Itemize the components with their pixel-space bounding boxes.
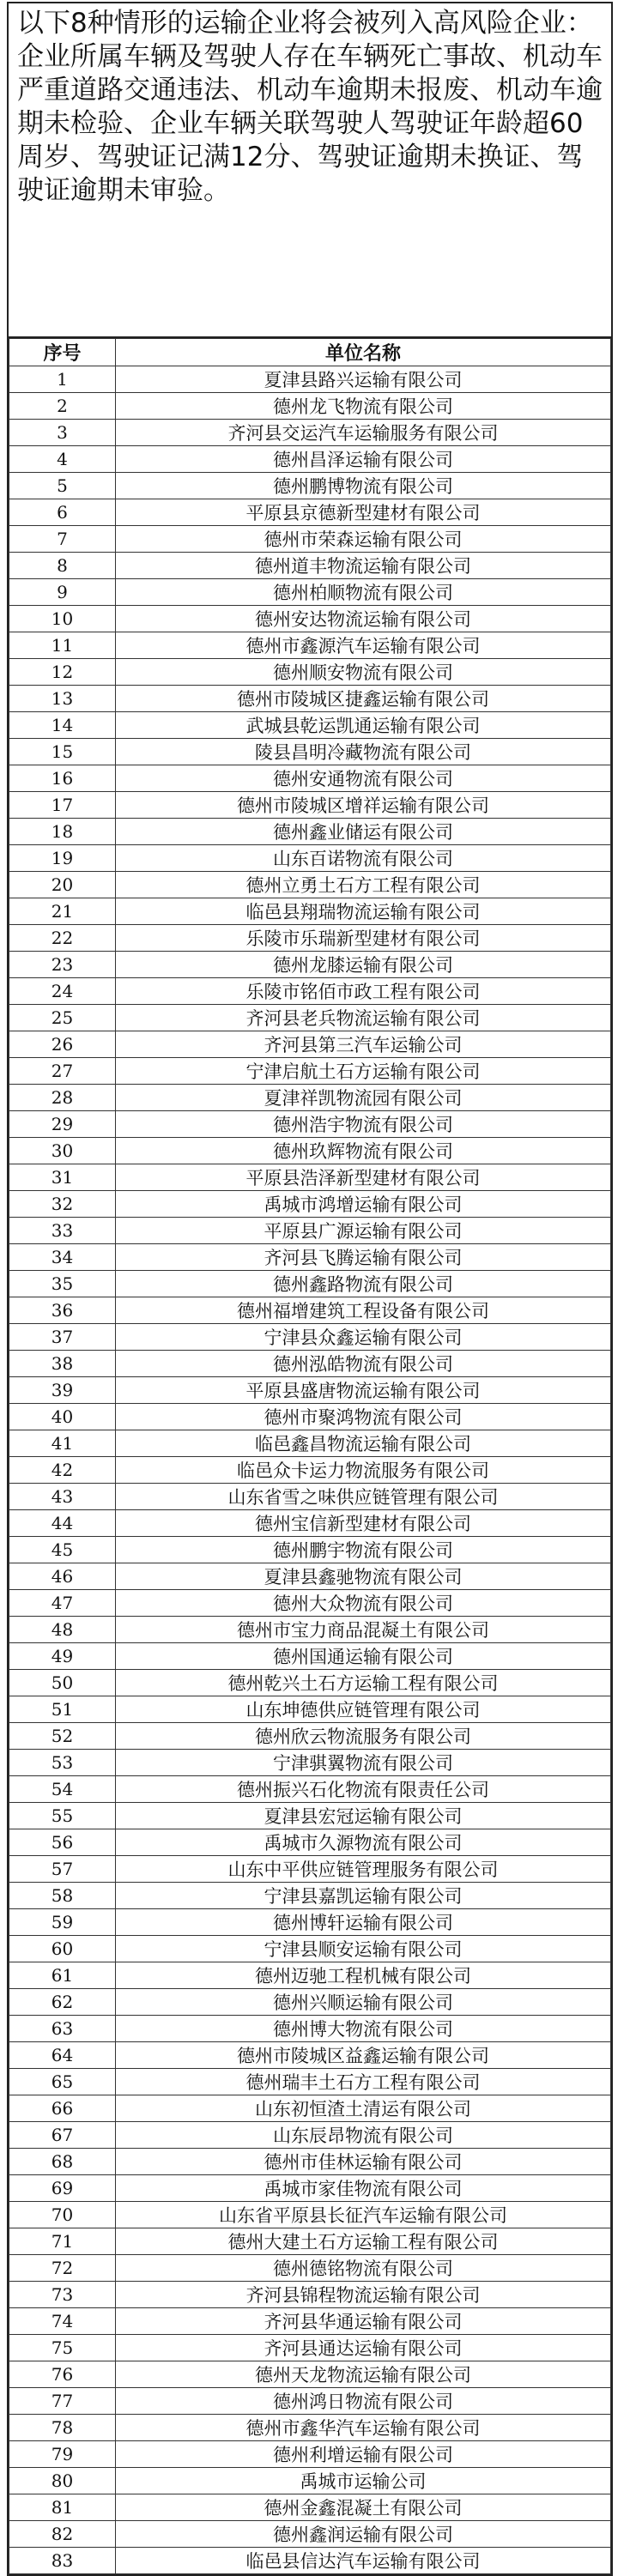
company-name: 德州迈驰工程机械有限公司 (116, 1962, 611, 1989)
row-index: 58 (9, 1883, 116, 1909)
table-row (9, 526, 611, 553)
row-index: 35 (9, 1271, 116, 1297)
company-name: 齐河县老兵物流运输有限公司 (116, 1005, 611, 1031)
row-index: 10 (9, 606, 116, 632)
company-name: 齐河县交运汽车运输服务有限公司 (116, 420, 611, 446)
row-index: 8 (9, 553, 116, 579)
row-index: 17 (9, 792, 116, 819)
table-row (9, 1590, 611, 1617)
company-name: 临邑县翔瑞物流运输有限公司 (116, 898, 611, 925)
row-index: 59 (9, 1909, 116, 1936)
row-index: 48 (9, 1617, 116, 1643)
row-index: 80 (9, 2468, 116, 2494)
row-index: 83 (9, 2548, 116, 2574)
table-row (9, 1829, 611, 1856)
table-row (9, 1377, 611, 1404)
table-row (9, 393, 611, 420)
company-name: 宁津县嘉凯运输有限公司 (116, 1883, 611, 1909)
row-index: 26 (9, 1031, 116, 1058)
table-row (9, 2388, 611, 2415)
column-header-index: 序号 (9, 339, 116, 366)
table-row (9, 2521, 611, 2548)
row-index: 47 (9, 1590, 116, 1617)
company-name: 德州龙飞物流有限公司 (116, 393, 611, 420)
table-row (9, 2042, 611, 2069)
table-row (9, 606, 611, 632)
table-row (9, 2122, 611, 2149)
company-name: 德州市陵城区捷鑫运输有限公司 (116, 686, 611, 712)
company-name: 德州利增运输有限公司 (116, 2441, 611, 2468)
row-index: 69 (9, 2175, 116, 2202)
row-index: 27 (9, 1058, 116, 1085)
table-row (9, 2016, 611, 2042)
row-index: 66 (9, 2095, 116, 2122)
company-name: 德州宝信新型建材有限公司 (116, 1510, 611, 1537)
table-row (9, 1696, 611, 1723)
table-row (9, 1138, 611, 1164)
row-index: 50 (9, 1670, 116, 1696)
company-name: 德州鹏宇物流有限公司 (116, 1537, 611, 1563)
company-name: 禹城市家佳物流有限公司 (116, 2175, 611, 2202)
company-name: 齐河县华通运输有限公司 (116, 2308, 611, 2335)
company-name: 夏津县路兴运输有限公司 (116, 366, 611, 393)
row-index: 11 (9, 632, 116, 659)
table-row (9, 1537, 611, 1563)
company-name: 禹城市久源物流有限公司 (116, 1829, 611, 1856)
table-row (9, 1750, 611, 1776)
row-index: 74 (9, 2308, 116, 2335)
table-row (9, 739, 611, 765)
table-row (9, 1271, 611, 1297)
row-index: 16 (9, 765, 116, 792)
row-index: 73 (9, 2282, 116, 2308)
table-row (9, 845, 611, 872)
row-index: 45 (9, 1537, 116, 1563)
company-name: 德州天龙物流运输有限公司 (116, 2361, 611, 2388)
table-row (9, 1510, 611, 1537)
company-name: 武城县乾运凯通运输有限公司 (116, 712, 611, 739)
company-name: 德州欣云物流服务有限公司 (116, 1723, 611, 1750)
company-name: 齐河县通达运输有限公司 (116, 2335, 611, 2361)
table-row (9, 872, 611, 898)
table-row (9, 366, 611, 393)
table-row (9, 1563, 611, 1590)
company-name: 德州兴顺运输有限公司 (116, 1989, 611, 2016)
table-row (9, 2308, 611, 2335)
row-index: 14 (9, 712, 116, 739)
row-index: 9 (9, 579, 116, 606)
table-row (9, 712, 611, 739)
company-name: 德州玖辉物流有限公司 (116, 1138, 611, 1164)
table-row (9, 1484, 611, 1510)
table-row (9, 2175, 611, 2202)
table-row (9, 1085, 611, 1111)
row-index: 36 (9, 1297, 116, 1324)
table-row (9, 632, 611, 659)
row-index: 38 (9, 1351, 116, 1377)
table-row (9, 898, 611, 925)
table-row (9, 553, 611, 579)
table-row (9, 1111, 611, 1138)
table-row (9, 765, 611, 792)
row-index: 12 (9, 659, 116, 686)
table-row (9, 1670, 611, 1696)
row-index: 44 (9, 1510, 116, 1537)
company-name: 德州鑫路物流有限公司 (116, 1271, 611, 1297)
row-index: 61 (9, 1962, 116, 1989)
company-name: 禹城市鸿增运输有限公司 (116, 1191, 611, 1218)
company-name: 乐陵市铭佰市政工程有限公司 (116, 978, 611, 1005)
company-name: 德州安达物流运输有限公司 (116, 606, 611, 632)
row-index: 18 (9, 819, 116, 845)
table-row (9, 1297, 611, 1324)
table-row (9, 1962, 611, 1989)
table-row (9, 1457, 611, 1484)
table-row (9, 1856, 611, 1883)
company-name: 山东百诺物流有限公司 (116, 845, 611, 872)
table-row (9, 2282, 611, 2308)
company-name: 夏津县宏冠运输有限公司 (116, 1803, 611, 1829)
table-row (9, 2149, 611, 2175)
company-name: 德州国通运输有限公司 (116, 1643, 611, 1670)
company-name: 德州浩宇物流有限公司 (116, 1111, 611, 1138)
table-row (9, 2202, 611, 2228)
table-row (9, 925, 611, 952)
table-row (9, 1776, 611, 1803)
row-index: 37 (9, 1324, 116, 1351)
table-row (9, 1803, 611, 1829)
company-name: 德州市宝力商品混凝土有限公司 (116, 1617, 611, 1643)
row-index: 28 (9, 1085, 116, 1111)
row-index: 41 (9, 1430, 116, 1457)
row-index: 56 (9, 1829, 116, 1856)
company-name: 德州鑫业储运有限公司 (116, 819, 611, 845)
row-index: 71 (9, 2228, 116, 2255)
company-name: 山东坤德供应链管理有限公司 (116, 1696, 611, 1723)
row-index: 64 (9, 2042, 116, 2069)
row-index: 52 (9, 1723, 116, 1750)
table-row (9, 1218, 611, 1244)
row-index: 53 (9, 1750, 116, 1776)
row-index: 68 (9, 2149, 116, 2175)
company-name: 齐河县第三汽车运输公司 (116, 1031, 611, 1058)
company-name: 山东省平原县长征汽车运输有限公司 (116, 2202, 611, 2228)
table-row (9, 978, 611, 1005)
table-row (9, 2494, 611, 2521)
row-index: 22 (9, 925, 116, 952)
company-name: 山东初恒渣土清运有限公司 (116, 2095, 611, 2122)
table-row (9, 2415, 611, 2441)
company-name: 德州龙膝运输有限公司 (116, 952, 611, 978)
company-name: 宁津启航土石方运输有限公司 (116, 1058, 611, 1085)
table-row (9, 499, 611, 526)
row-index: 5 (9, 473, 116, 499)
row-index: 32 (9, 1191, 116, 1218)
row-index: 2 (9, 393, 116, 420)
company-name: 德州市鑫华汽车运输有限公司 (116, 2415, 611, 2441)
row-index: 30 (9, 1138, 116, 1164)
table-row (9, 2468, 611, 2494)
row-index: 60 (9, 1936, 116, 1962)
row-index: 67 (9, 2122, 116, 2149)
row-index: 34 (9, 1244, 116, 1271)
company-name: 德州金鑫混凝土有限公司 (116, 2494, 611, 2521)
company-name: 德州德铭物流有限公司 (116, 2255, 611, 2282)
row-index: 24 (9, 978, 116, 1005)
company-name: 德州顺安物流有限公司 (116, 659, 611, 686)
company-name: 夏津祥凯物流园有限公司 (116, 1085, 611, 1111)
table-row (9, 1058, 611, 1085)
company-name: 山东省雪之味供应链管理有限公司 (116, 1484, 611, 1510)
table-row (9, 1617, 611, 1643)
row-index: 15 (9, 739, 116, 765)
table-row (9, 2095, 611, 2122)
company-name: 德州市陵城区增祥运输有限公司 (116, 792, 611, 819)
row-index: 21 (9, 898, 116, 925)
company-name: 德州立勇土石方工程有限公司 (116, 872, 611, 898)
row-index: 1 (9, 366, 116, 393)
table-row (9, 2228, 611, 2255)
company-name: 德州振兴石化物流有限责任公司 (116, 1776, 611, 1803)
company-name: 德州瑞丰土石方工程有限公司 (116, 2069, 611, 2095)
table-row (9, 2069, 611, 2095)
company-name: 宁津县众鑫运输有限公司 (116, 1324, 611, 1351)
table-row (9, 1005, 611, 1031)
company-name: 平原县浩泽新型建材有限公司 (116, 1164, 611, 1191)
table-row (9, 579, 611, 606)
table-header-row (9, 339, 611, 366)
row-index: 75 (9, 2335, 116, 2361)
table-row (9, 1936, 611, 1962)
row-index: 29 (9, 1111, 116, 1138)
company-name: 德州安通物流有限公司 (116, 765, 611, 792)
company-name: 德州博大物流有限公司 (116, 2016, 611, 2042)
table-row (9, 2548, 611, 2574)
table-row (9, 1643, 611, 1670)
table-row (9, 686, 611, 712)
row-index: 7 (9, 526, 116, 553)
row-index: 3 (9, 420, 116, 446)
company-name: 德州乾兴土石方运输工程有限公司 (116, 1670, 611, 1696)
row-index: 79 (9, 2441, 116, 2468)
company-name: 山东辰昂物流有限公司 (116, 2122, 611, 2149)
row-index: 23 (9, 952, 116, 978)
company-name: 德州大建土石方运输工程有限公司 (116, 2228, 611, 2255)
row-index: 42 (9, 1457, 116, 1484)
row-index: 62 (9, 1989, 116, 2016)
company-name: 德州鹏博物流有限公司 (116, 473, 611, 499)
row-index: 20 (9, 872, 116, 898)
company-name: 禹城市运输公司 (116, 2468, 611, 2494)
row-index: 70 (9, 2202, 116, 2228)
company-name: 德州泓皓物流有限公司 (116, 1351, 611, 1377)
company-name: 德州博轩运输有限公司 (116, 1909, 611, 1936)
company-name: 临邑县信达汽车运输有限公司 (116, 2548, 611, 2574)
row-index: 4 (9, 446, 116, 473)
table-row (9, 1324, 611, 1351)
table-row (9, 446, 611, 473)
row-index: 78 (9, 2415, 116, 2441)
table-row (9, 1909, 611, 1936)
company-name: 乐陵市乐瑞新型建材有限公司 (116, 925, 611, 952)
table-row (9, 1164, 611, 1191)
table-row (9, 1191, 611, 1218)
row-index: 40 (9, 1404, 116, 1430)
company-name: 齐河县锦程物流运输有限公司 (116, 2282, 611, 2308)
row-index: 13 (9, 686, 116, 712)
company-name: 德州市佳林运输有限公司 (116, 2149, 611, 2175)
company-name: 德州昌泽运输有限公司 (116, 446, 611, 473)
company-name: 德州鑫润运输有限公司 (116, 2521, 611, 2548)
company-name: 平原县京德新型建材有限公司 (116, 499, 611, 526)
table-row (9, 1404, 611, 1430)
company-name: 平原县盛唐物流运输有限公司 (116, 1377, 611, 1404)
row-index: 55 (9, 1803, 116, 1829)
company-name: 德州道丰物流运输有限公司 (116, 553, 611, 579)
row-index: 25 (9, 1005, 116, 1031)
row-index: 31 (9, 1164, 116, 1191)
company-name: 德州鸿日物流有限公司 (116, 2388, 611, 2415)
table-row (9, 1723, 611, 1750)
row-index: 72 (9, 2255, 116, 2282)
table-row (9, 473, 611, 499)
column-header-company: 单位名称 (116, 339, 611, 366)
table-row (9, 2441, 611, 2468)
table-row (9, 420, 611, 446)
row-index: 43 (9, 1484, 116, 1510)
table-row (9, 1244, 611, 1271)
notice-sheet (7, 2, 613, 2576)
company-name: 德州市鑫源汽车运输有限公司 (116, 632, 611, 659)
row-index: 65 (9, 2069, 116, 2095)
company-name: 陵县昌明冷藏物流有限公司 (116, 739, 611, 765)
table-row (9, 792, 611, 819)
company-name: 德州大众物流有限公司 (116, 1590, 611, 1617)
row-index: 77 (9, 2388, 116, 2415)
row-index: 82 (9, 2521, 116, 2548)
row-index: 49 (9, 1643, 116, 1670)
row-index: 63 (9, 2016, 116, 2042)
row-index: 6 (9, 499, 116, 526)
company-name: 宁津县顺安运输有限公司 (116, 1936, 611, 1962)
table-row (9, 952, 611, 978)
row-index: 46 (9, 1563, 116, 1590)
table-row (9, 1031, 611, 1058)
company-name: 临邑众卡运力物流服务有限公司 (116, 1457, 611, 1484)
company-name: 德州市聚鸿物流有限公司 (116, 1404, 611, 1430)
table-row (9, 2255, 611, 2282)
company-name: 德州市陵城区益鑫运输有限公司 (116, 2042, 611, 2069)
table-row (9, 2335, 611, 2361)
row-index: 76 (9, 2361, 116, 2388)
row-index: 54 (9, 1776, 116, 1803)
row-index: 57 (9, 1856, 116, 1883)
table-row (9, 1883, 611, 1909)
company-name: 齐河县飞腾运输有限公司 (116, 1244, 611, 1271)
company-table (9, 338, 611, 2574)
row-index: 39 (9, 1377, 116, 1404)
table-row (9, 659, 611, 686)
row-index: 81 (9, 2494, 116, 2521)
company-name: 山东中平供应链管理服务有限公司 (116, 1856, 611, 1883)
table-row (9, 1430, 611, 1457)
row-index: 19 (9, 845, 116, 872)
table-row (9, 2361, 611, 2388)
row-index: 51 (9, 1696, 116, 1723)
company-name: 夏津县鑫驰物流有限公司 (116, 1563, 611, 1590)
company-name: 德州市荣森运输有限公司 (116, 526, 611, 553)
company-name: 德州柏顺物流有限公司 (116, 579, 611, 606)
company-name: 临邑鑫昌物流运输有限公司 (116, 1430, 611, 1457)
company-name: 平原县广源运输有限公司 (116, 1218, 611, 1244)
table-row (9, 1989, 611, 2016)
notice-text: 以下8种情形的运输企业将会被列入高风险企业：企业所属车辆及驾驶人存在车辆死亡事故、机动车严重道路交通违法、机动车逾期未报废、机动车逾期未检验、企业车辆关联驾驶人驾驶证年龄超60周岁、驾驶证记满12分、驾驶证逾期未换证、驾驶证逾期未审验。 (9, 3, 611, 338)
company-name: 宁津骐翼物流有限公司 (116, 1750, 611, 1776)
table-row (9, 819, 611, 845)
table-row (9, 1351, 611, 1377)
row-index: 33 (9, 1218, 116, 1244)
company-name: 德州福增建筑工程设备有限公司 (116, 1297, 611, 1324)
